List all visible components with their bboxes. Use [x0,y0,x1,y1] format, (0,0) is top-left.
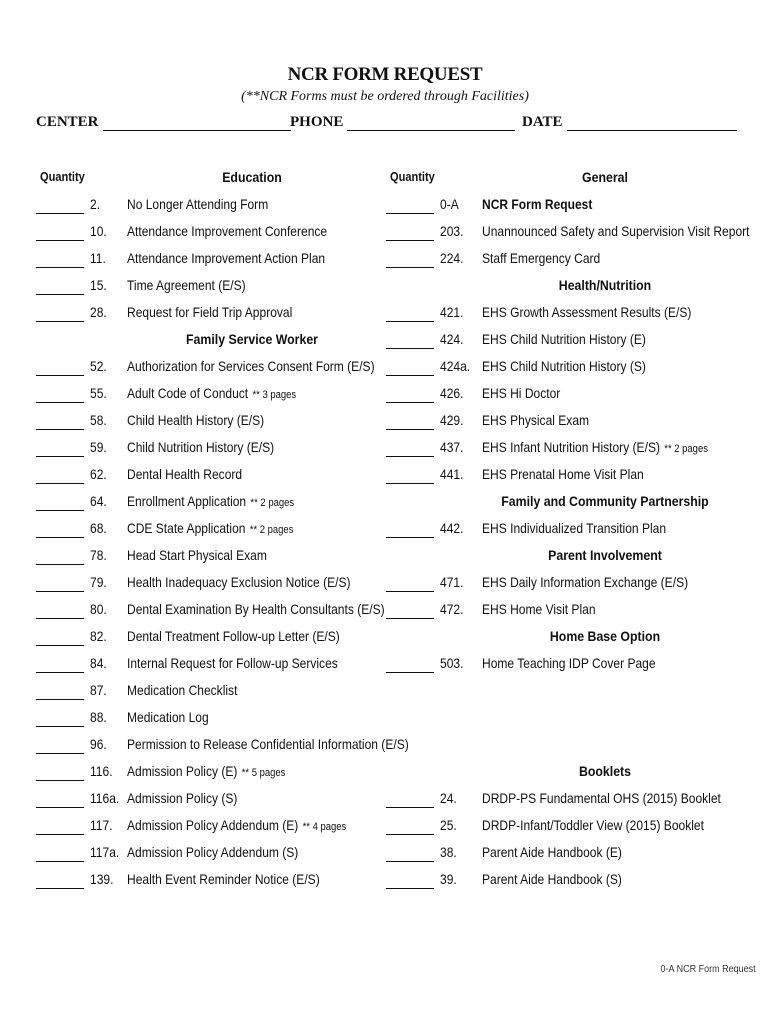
form-name-text: EHS Home Visit Plan [482,601,596,617]
quantity-input-line[interactable] [36,888,84,889]
form-name-text: Staff Emergency Card [482,250,601,266]
form-name-text: Time Agreement (E/S) [127,277,246,293]
form-name [482,785,721,812]
form-name [482,434,708,463]
form-name [127,569,351,596]
quantity-input-line[interactable] [386,672,434,673]
form-number: 472. [440,601,464,617]
quantity-input-line[interactable] [386,456,434,457]
form-name-text: EHS Growth Assessment Results (E/S) [482,304,692,320]
form-number: 24. [440,790,457,806]
page-count-note: ** 4 pages [302,821,347,833]
form-number: 15. [90,277,107,293]
form-name-text: Head Start Physical Exam [127,547,267,563]
form-number: 421. [440,304,464,320]
form-name [127,461,242,488]
quantity-input-line[interactable] [36,726,84,727]
section-heading: Family Service Worker [186,331,318,347]
form-name-text: EHS Individualized Transition Plan [482,520,667,536]
quantity-input-line[interactable] [36,240,84,241]
form-number: 437. [440,439,464,455]
form-number: 116a. [90,790,120,806]
quantity-input-line[interactable] [386,537,434,538]
page-count-note: ** 5 pages [241,767,286,779]
form-number: 64. [90,493,107,509]
form-number: 38. [440,844,457,860]
section-heading: Education [222,169,282,185]
form-name [127,299,292,326]
form-number: 441. [440,466,464,482]
quantity-input-line[interactable] [36,456,84,457]
form-name [127,353,375,380]
form-name [482,380,560,407]
quantity-input-line[interactable] [36,510,84,511]
form-name-text: No Longer Attending Form [127,196,269,212]
form-number: 471. [440,574,464,590]
quantity-input-line[interactable] [36,780,84,781]
quantity-input-line[interactable] [36,402,84,403]
form-name-text: EHS Hi Doctor [482,385,561,401]
quantity-input-line[interactable] [386,888,434,889]
form-name [127,407,264,434]
form-name [127,704,209,731]
form-number: 224. [440,250,464,266]
form-name-text: Health Inadequacy Exclusion Notice (E/S) [127,574,351,590]
form-name-text: Admission Policy (S) [127,790,238,806]
page-count-note: ** 3 pages [252,389,297,401]
form-name-text: EHS Prenatal Home Visit Plan [482,466,644,482]
quantity-input-line[interactable] [36,672,84,673]
form-number: 87. [90,682,107,698]
form-title: NCR FORM REQUEST [287,64,483,85]
form-name [482,461,644,488]
form-number: 25. [440,817,457,833]
form-name-text: Authorization for Services Consent Form (E/S) [127,358,375,374]
form-name-text: Medication Checklist [127,682,238,698]
form-name-text: Child Nutrition History (E/S) [127,439,275,455]
form-name [482,191,592,218]
form-name [127,272,246,299]
form-name [127,650,338,677]
form-number: 203. [440,223,464,239]
form-number: 2. [90,196,101,212]
form-name [482,515,666,542]
form-number: 11. [90,250,106,266]
form-name-text: Home Teaching IDP Cover Page [482,655,656,671]
form-number: 424. [440,331,464,347]
form-name-text: DRDP-PS Fundamental OHS (2015) Booklet [482,790,721,806]
form-name-text: Admission Policy Addendum (E) [127,817,299,833]
form-name [127,434,274,461]
form-name-text: Health Event Reminder Notice (E/S) [127,871,320,887]
form-name [482,812,704,839]
form-number: 10. [90,223,107,239]
form-name [127,812,346,841]
form-subtitle: (**NCR Forms must be ordered through Facilities) [241,89,529,104]
form-number: 78. [90,547,107,563]
form-name-text: Permission to Release Confidential Information (E/S) [127,736,409,752]
form-name-text: Internal Request for Follow-up Services [127,655,338,671]
form-name [127,785,237,812]
date-label: DATE [522,114,563,130]
form-number: 116. [90,763,113,779]
form-name [127,839,298,866]
form-name [482,650,656,677]
page-count-note: ** 2 pages [664,443,708,455]
form-name [127,623,340,650]
quantity-input-line[interactable] [36,537,84,538]
quantity-input-line[interactable] [36,699,84,700]
form-number: 68. [90,520,107,536]
form-name [127,218,327,245]
form-name [482,866,622,893]
form-number: 117. [90,817,113,833]
page-count-note: ** 2 pages [249,524,294,536]
quantity-input-line[interactable] [386,375,434,376]
quantity-input-line[interactable] [386,240,434,241]
quantity-input-line[interactable] [36,375,84,376]
quantity-input-line[interactable] [386,321,434,322]
form-name-text: Parent Aide Handbook (E) [482,844,622,860]
quantity-input-line[interactable] [386,267,434,268]
form-number: 424a. [440,358,471,374]
form-number: 58. [90,412,107,428]
form-name [127,866,320,893]
form-name [482,353,646,380]
form-name-text: Request for Field Trip Approval [127,304,293,320]
section-heading: General [582,169,628,185]
form-name [482,569,688,596]
quantity-input-line[interactable] [36,645,84,646]
quantity-input-line[interactable] [386,348,434,349]
form-number: 80. [90,601,107,617]
form-number: 442. [440,520,464,536]
quantity-input-line[interactable] [36,564,84,565]
form-name [482,596,596,623]
form-name-text: Parent Aide Handbook (S) [482,871,622,887]
form-name-text: Dental Examination By Health Consultants (E/S) [127,601,385,617]
form-number: 79. [90,574,107,590]
date-input-line[interactable] [567,114,737,131]
left-quantity-header: Quantity [40,169,85,184]
form-name-text: NCR Form Request [482,196,593,212]
quantity-input-line[interactable] [386,213,434,214]
quantity-input-line[interactable] [36,321,84,322]
form-number: 0-A [440,196,459,212]
form-name [482,245,600,272]
phone-field[interactable] [290,114,515,131]
form-number: 426. [440,385,464,401]
form-name [482,326,646,353]
form-name [127,191,268,218]
quantity-input-line[interactable] [36,807,84,808]
form-name [127,731,409,758]
form-name [127,515,293,544]
form-name-text: EHS Physical Exam [482,412,590,428]
section-heading: Health/Nutrition [558,277,652,293]
form-name-text: Enrollment Application [127,493,247,509]
form-name-text: EHS Daily Information Exchange (E/S) [482,574,689,590]
quantity-input-line[interactable] [36,213,84,214]
quantity-input-line[interactable] [36,753,84,754]
form-name [482,839,622,866]
form-number: 39. [440,871,457,887]
form-name [482,299,691,326]
form-name [127,380,296,409]
form-number: 59. [90,439,107,455]
form-name [482,218,750,245]
form-number: 55. [90,385,107,401]
form-name-text: Attendance Improvement Conference [127,223,328,239]
form-name [127,542,267,569]
form-number: 88. [90,709,107,725]
center-label: CENTER [36,114,99,130]
form-name-text: EHS Child Nutrition History (S) [482,358,646,374]
form-number: 82. [90,628,107,644]
quantity-input-line[interactable] [386,429,434,430]
form-name-text: Adult Code of Conduct [127,385,249,401]
form-name [482,407,589,434]
section-heading: Parent Involvement [548,547,662,563]
quantity-input-line[interactable] [386,402,434,403]
form-number: 84. [90,655,107,671]
quantity-input-line[interactable] [386,861,434,862]
form-name-text: EHS Child Nutrition History (E) [482,331,646,347]
form-number: 139. [90,871,114,887]
quantity-input-line[interactable] [36,861,84,862]
form-name-text: Medication Log [127,709,209,725]
form-name-text: Attendance Improvement Action Plan [127,250,326,266]
phone-label: PHONE [290,114,344,130]
quantity-input-line[interactable] [386,483,434,484]
form-number: 52. [90,358,107,374]
form-name-text: Dental Health Record [127,466,243,482]
form-name [127,758,285,787]
quantity-input-line[interactable] [386,618,434,619]
form-name-text: Child Health History (E/S) [127,412,265,428]
right-quantity-header: Quantity [390,169,435,184]
quantity-input-line[interactable] [36,618,84,619]
quantity-input-line[interactable] [36,483,84,484]
quantity-input-line[interactable] [36,267,84,268]
section-heading: Home Base Option [549,628,661,644]
form-name [127,488,294,517]
form-name-text: Dental Treatment Follow-up Letter (E/S) [127,628,340,644]
center-field[interactable] [36,114,291,131]
form-name [127,596,385,623]
form-name-text: CDE State Application [127,520,246,536]
form-name-text: Unannounced Safety and Supervision Visit Report [482,223,750,239]
form-number: 503. [440,655,464,671]
form-name-text: DRDP-Infant/Toddler View (2015) Booklet [482,817,704,833]
section-heading: Family and Community Partnership [501,493,709,509]
form-number: 62. [90,466,107,482]
form-name [127,677,237,704]
form-name-text: Admission Policy (E) [127,763,238,779]
date-field[interactable] [522,114,737,131]
quantity-input-line[interactable] [36,429,84,430]
form-name [127,245,325,272]
section-heading: Booklets [578,763,632,779]
page-count-note: ** 2 pages [250,497,295,509]
quantity-input-line[interactable] [386,834,434,835]
form-number: 429. [440,412,464,428]
quantity-input-line[interactable] [386,807,434,808]
center-input-line[interactable] [103,114,291,131]
quantity-input-line[interactable] [36,591,84,592]
phone-input-line[interactable] [347,114,515,131]
form-name-text: Admission Policy Addendum (S) [127,844,299,860]
quantity-input-line[interactable] [36,294,84,295]
quantity-input-line[interactable] [386,591,434,592]
form-number: 96. [90,736,107,752]
quantity-input-line[interactable] [36,834,84,835]
form-name-text: EHS Infant Nutrition History (E/S) [482,439,660,455]
footer-text: 0-A NCR Form Request [660,964,756,975]
form-number: 28. [90,304,107,320]
form-number: 117a. [90,844,120,860]
